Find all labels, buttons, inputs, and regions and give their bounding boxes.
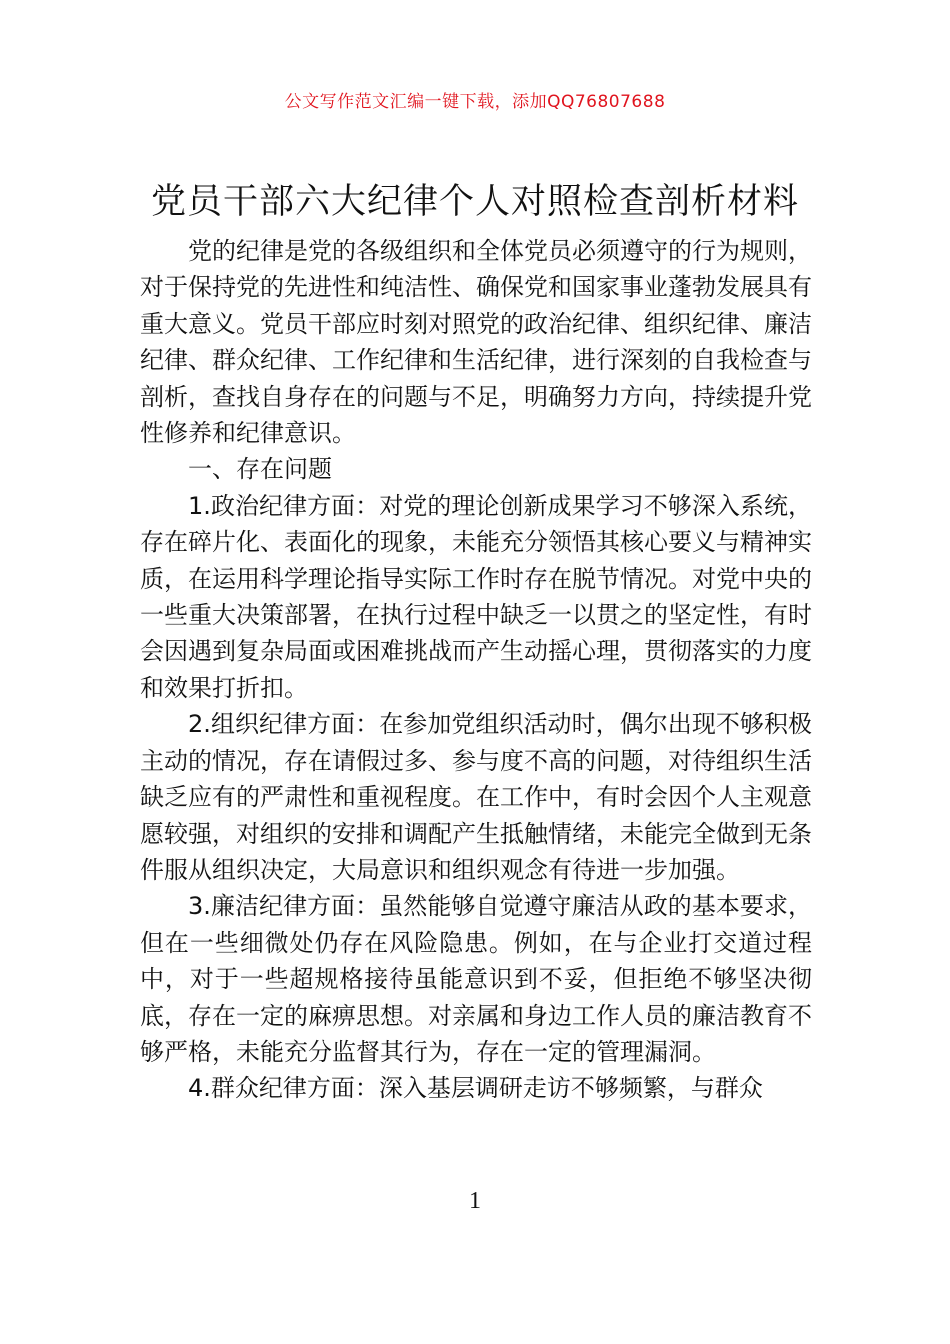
paragraph-mass-discipline: 4.群众纪律方面：深入基层调研走访不够频繁，与群众 bbox=[188, 1074, 763, 1103]
paragraph-political-discipline: 1.政治纪律方面：对党的理论创新成果学习不够深入系统，存在碎片化、表面化的现象，未能充分领悟其核心要义与精神实质，在运用科学理论指导实际工作时存在脱节情况。对党中央的一些重大决策部署，在执行过程中缺乏一以贯之的坚定性，有时会因遇到复杂局面或困难挑战而产生动摇心理，贯彻落实的力度和效果打折扣。 bbox=[140, 491, 812, 702]
paragraph-organizational-discipline: 2.组织纪律方面：在参加党组织活动时，偶尔出现不够积极主动的情况，存在请假过多、参与度不高的问题，对待组织生活缺乏应有的严肃性和重视程度。在工作中，有时会因个人主观意愿较强，对组织的安排和调配产生抵触情绪，未能完全做到无条件服从组织决定，大局意识和组织观念有待进一步加强。 bbox=[140, 710, 812, 884]
paragraph-integrity-discipline: 3.廉洁纪律方面：虽然能够自觉遵守廉洁从政的基本要求，但在一些细微处仍存在风险隐患。例如，在与企业打交道过程中，对于一些超规格接待虽能意识到不妥，但拒绝不够坚决彻底，存在一定的麻痹思想。对亲属和身边工作人员的廉洁教育不够严格，未能充分监督其行为，存在一定的管理漏洞。 bbox=[140, 892, 812, 1066]
header-note: 公文写作范文汇编一键下载，添加QQ76807688 bbox=[284, 92, 666, 112]
document-title: 党员干部六大纪律个人对照检查剖析材料 bbox=[150, 182, 799, 222]
intro-paragraph: 党的纪律是党的各级组织和全体党员必须遵守的行为规则，对于保持党的先进性和纯洁性、确保党和国家事业蓬勃发展具有重大意义。党员干部应时刻对照党的政治纪律、组织纪律、廉洁纪律、群众纪律、工作纪律和生活纪律，进行深刻的自我检查与剖析，查找自身存在的问题与不足，明确努力方向，持续提升党性修养和纪律意识。 bbox=[140, 237, 812, 448]
section-heading: 一、存在问题 bbox=[188, 455, 332, 484]
document-body bbox=[140, 233, 812, 1107]
page-number: 1 bbox=[469, 1188, 481, 1214]
